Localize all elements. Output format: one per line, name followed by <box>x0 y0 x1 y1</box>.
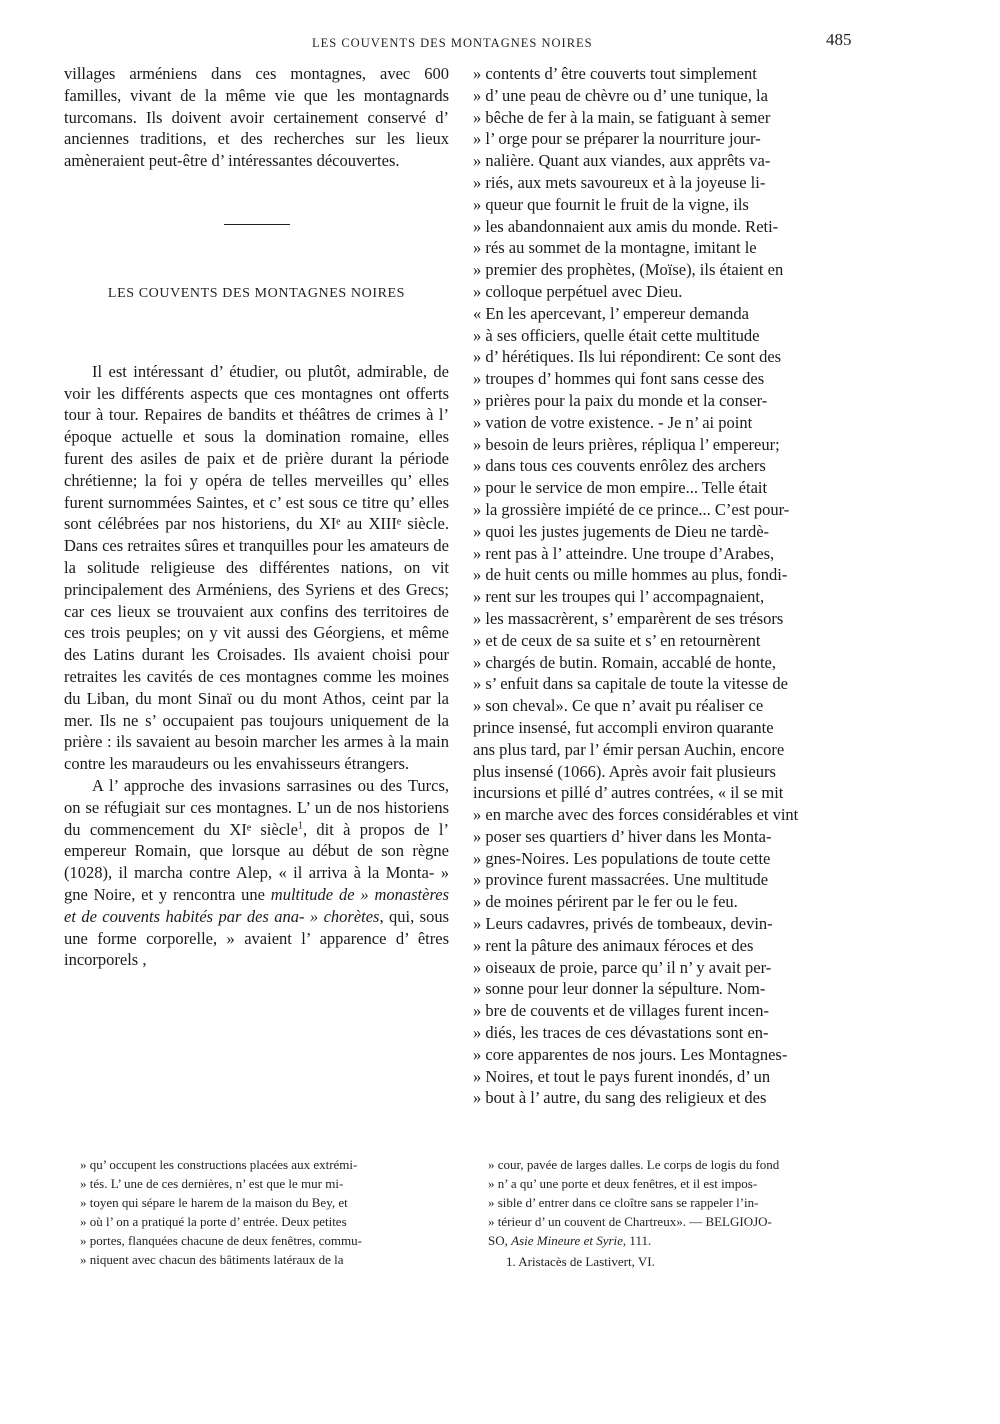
intro-paragraph: villages arméniens dans ces montagnes, avec 600 familles, vivant de la même vie que les montagnards turcomans. Ils doivent avoir certainement conservé d’ anciennes traditions, et des recherches sur les lieux amèneraient peut-être d’ intéressantes découvertes. <box>64 64 449 171</box>
text-line: » l’ orge pour se préparer la nourriture jour- <box>473 129 761 149</box>
running-head: LES COUVENTS DES MONTAGNES NOIRES <box>312 36 593 50</box>
right-column <box>473 63 865 1109</box>
text-line: » diés, les traces de ces dévastations sont en- <box>473 1023 769 1043</box>
text-line: » vation de votre existence. - Je n’ ai point <box>473 412 753 432</box>
paragraph-2-mid: , dit à propos de l’ empereur Romain, que lorsque au début de son règne (1028), il marcha contre Alep, « il arriva à la Monta- » gne Noire, et y rencontra une <box>64 819 450 904</box>
text-line: » son cheval». Ce que n’ avait pu réaliser ce <box>473 696 764 716</box>
footnote-line: » cour, pavée de larges dalles. Le corps de logis du fond <box>488 1157 780 1172</box>
text-line: » gnes-Noires. Les populations de toute cette <box>473 848 771 868</box>
citation-title: Asie Mineure et Syrie <box>511 1233 623 1248</box>
text-line: » à ses officiers, quelle était cette multitude <box>473 325 760 345</box>
page-number: 485 <box>826 30 852 49</box>
text-line: » les massacrèrent, s’ emparèrent de ses trésors <box>473 608 784 628</box>
paragraph-2 <box>64 775 449 971</box>
text-line: » dans tous ces couvents enrôlez des archers <box>473 456 766 476</box>
text-line: » quoi les justes jugements de Dieu ne tardè- <box>473 521 770 541</box>
text-line: » sonne pour leur donner la sépulture. Nom- <box>473 979 766 999</box>
text-line: » rent la pâture des animaux féroces et des <box>473 935 754 955</box>
text-line: » contents d’ être couverts tout simplement <box>473 64 757 83</box>
text-line: » la grossière impiété de ce prince... C’est pour- <box>473 499 790 519</box>
text-line: » s’ enfuit dans sa capitale de toute la vitesse de <box>473 674 788 694</box>
footnote-line: » qu’ occupent les constructions placées aux extrémi- <box>80 1157 358 1172</box>
paragraph-1: Il est intéressant d’ étudier, ou plutôt, admirable, de voir les différents aspects que ces montagnes ont offerts tour à tour. Repaires de bandits et théâtres de crimes à l’ époque actuelle et sous la domination romaine, elles furent des asiles de paix et de prière durant la période chrétienne; la foi y opéra de telles merveilles qu’ elles furent surnommées Saintes, et c’ est sous ce titre qu’ elles sont célébrées par nos historiens, du XIᵉ au XIIIᵉ siècle. Dans ces retraites sûres et tranquilles pour les amateurs de la solitude religieuse des différentes nations, on vit principalement des Arméniens, des Syriens et des Grecs; car ces lieux se trouvaient aux confins des territoires de ces trois peuples; on y vit aussi des Géorgiens, et même des Latins durant les Croisades. Ils avaient choisi pour retraites les cavités de ces montagnes comme les moines du Liban, du mont Sinaï ou du mont Athos, ceint par la mer. Ils ne s’ occupaient pas toujours uniquement de la prière : ils savaient au besoin marcher les armes à la main contre les maraudeurs ou les envahisseurs étrangers. <box>64 361 449 774</box>
text-line: « En les apercevant, l’ empereur demanda <box>473 303 749 323</box>
left-column <box>64 63 449 971</box>
text-line: » Leurs cadavres, privés de tombeaux, devin- <box>473 914 773 934</box>
text-line: » poser ses quartiers d’ hiver dans les Monta- <box>473 826 772 846</box>
citation-author: SO, <box>488 1233 512 1248</box>
text-line: » queur que fournit le fruit de la vigne, ils <box>473 194 749 214</box>
text-line: » de huit cents ou mille hommes au plus, fondi- <box>473 565 788 585</box>
footnote-line: » où l’ on a pratiqué la porte d’ entrée. Deux petites <box>80 1214 347 1229</box>
text-line: » oiseaux de proie, parce qu’ il n’ y avait per- <box>473 957 772 977</box>
footnote-line: » térieur d’ un couvent de Chartreux». — BELGIOJO- <box>488 1214 772 1229</box>
text-line: » riés, aux mets savoureux et à la joyeuse li- <box>473 172 766 192</box>
text-line: ans plus tard, par l’ émir persan Auchin, encore <box>473 739 785 759</box>
text-line: » rés au sommet de la montagne, imitant le <box>473 238 757 258</box>
text-line: » core apparentes de nos jours. Les Montagnes- <box>473 1044 788 1064</box>
text-line: » province furent massacrées. Une multitude <box>473 870 769 890</box>
footnote-right-lines <box>488 1155 876 1231</box>
text-line: » prières pour la paix du monde et la conser- <box>473 390 768 410</box>
text-line: » les abandonnaient aux amis du monde. Reti- <box>473 216 779 236</box>
footnotes-left <box>80 1155 470 1269</box>
footnote-line: » tés. L’ une de ces dernières, n’ est que le mur mi- <box>80 1176 344 1191</box>
footnote-line: » portes, flanquées chacune de deux fenêtres, commu- <box>80 1233 362 1248</box>
footnote-1: 1. Aristacès de Lastivert, VI. <box>506 1254 655 1269</box>
text-line: » rent sur les troupes qui l’ accompagnaient, <box>473 587 765 607</box>
text-line: » d’ une peau de chèvre ou d’ une tunique, la <box>473 85 768 105</box>
paragraph-2-start: A l’ approche des invasions sarrasines ou des Turcs, on se réfugiait sur ces montagnes. L’ un de nos historiens du commencement du XIᵉ siècle <box>64 775 449 839</box>
text-line: » pour le service de mon empire... Telle était <box>473 478 768 498</box>
citation-page: , 111. <box>622 1233 652 1248</box>
section-divider <box>224 224 290 225</box>
text-line: » nalière. Quant aux viandes, aux apprêts va- <box>473 151 771 171</box>
paragraph-2-italic: multitude de » monastères et de couvents habités par des ana- » chorètes <box>64 884 449 926</box>
footnotes-right <box>488 1155 876 1271</box>
text-line: » colloque perpétuel avec Dieu. <box>473 281 683 301</box>
text-line: » troupes d’ hommes qui font sans cesse des <box>473 369 765 389</box>
text-line: incursions et pillé d’ autres contrées, « il se mit <box>473 783 784 803</box>
text-line: » besoin de leurs prières, répliqua l’ empereur; <box>473 434 780 454</box>
text-line: » en marche avec des forces considérables et vint <box>473 805 799 825</box>
footnote-line: » sible d’ entrer dans ce cloître sans se rappeler l’in- <box>488 1195 759 1210</box>
text-line: plus insensé (1066). Après avoir fait plusieurs <box>473 761 776 781</box>
text-line: » chargés de butin. Romain, accablé de honte, <box>473 652 777 672</box>
text-line: » bêche de fer à la main, se fatiguant à semer <box>473 107 771 127</box>
footnote-line: » toyen qui sépare le harem de la maison du Bey, et <box>80 1195 348 1210</box>
footnote-line: » niquent avec chacun des bâtiments latéraux de la <box>80 1252 344 1267</box>
text-line: » et de ceux de sa suite et s’ en retournèrent <box>473 630 761 650</box>
section-title: LES COUVENTS DES MONTAGNES NOIRES <box>107 285 406 301</box>
text-line: » bre de couvents et de villages furent incen- <box>473 1001 769 1021</box>
text-line: » bout à l’ autre, du sang des religieux et des <box>473 1088 767 1108</box>
footnote-line: » n’ a qu’ une porte et deux fenêtres, et il est impos- <box>488 1176 758 1191</box>
text-line: » d’ hérétiques. Ils lui répondirent: Ce sont des <box>473 347 782 367</box>
paragraph-2-end: , qui, sous une forme corporelle, » avaient l’ apparence d’ êtres incorporels , <box>64 906 449 970</box>
text-line: » premier des prophètes, (Moïse), ils étaient en <box>473 260 784 280</box>
text-line: » rent pas à l’ atteindre. Une troupe d’Arabes, <box>473 543 775 563</box>
text-line: » Noires, et tout le pays furent inondés, d’ un <box>473 1066 771 1086</box>
text-line: prince insensé, fut accompli environ quarante <box>473 717 774 737</box>
footnote-ref: 1 <box>297 820 303 832</box>
text-line: » de moines périrent par le fer ou le feu. <box>473 892 738 912</box>
citation-line <box>488 1231 876 1250</box>
